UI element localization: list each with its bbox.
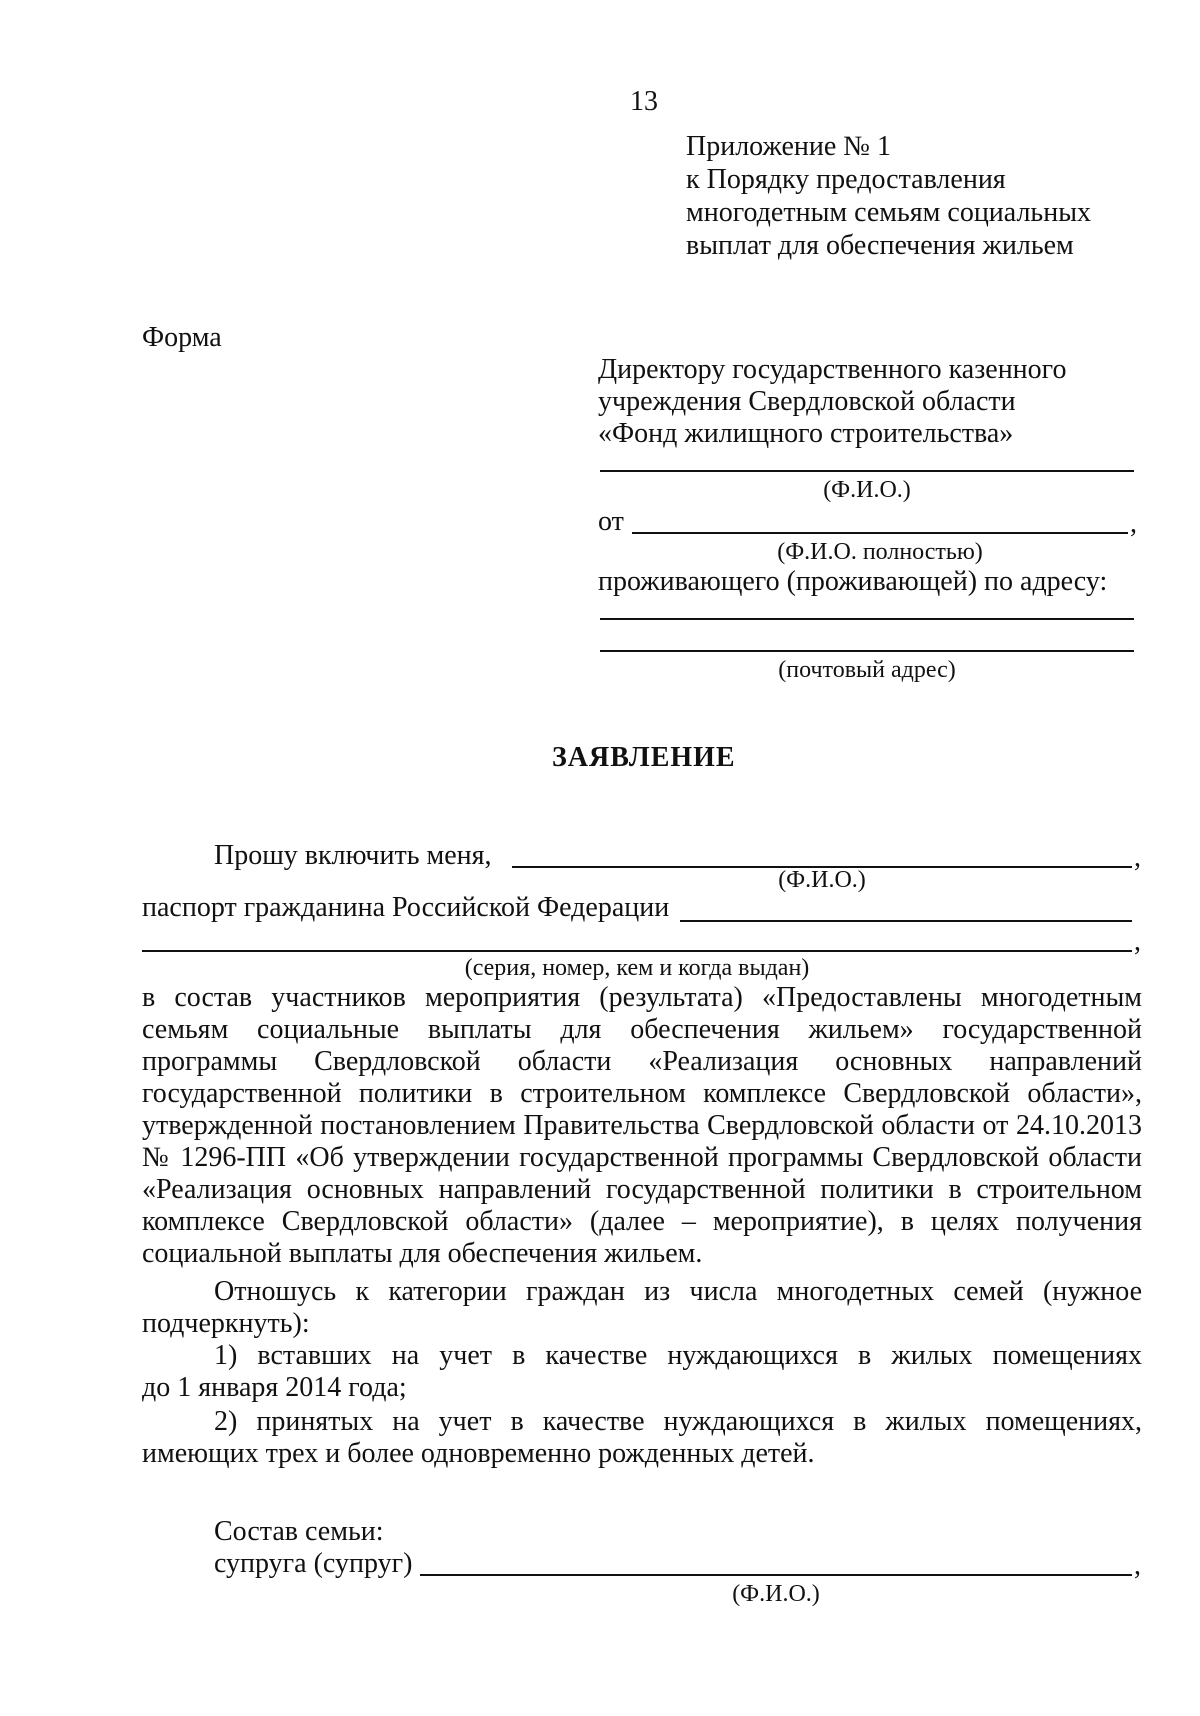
option-1-line: 1) вставших на учет в качестве нуждающихся в жилых помещениях — [214, 1340, 1142, 1371]
passport-line-2[interactable] — [142, 950, 1132, 952]
from-label: от — [598, 506, 624, 537]
applicant-fio-line[interactable] — [632, 532, 1128, 534]
include-me-label: Прошу включить меня, — [214, 840, 492, 871]
appendix-line: выплат для обеспечения жильем — [686, 230, 1074, 261]
option-2-line: имеющих трех и более одновременно рожденных детей. — [142, 1438, 815, 1469]
appendix-line: многодетным семьям социальных — [686, 197, 1092, 228]
category-line: подчеркнуть): — [142, 1308, 310, 1339]
family-heading: Состав семьи: — [214, 1516, 384, 1547]
postal-address-caption: (почтовый адрес) — [778, 657, 956, 683]
appendix-line: Приложение № 1 — [686, 131, 891, 162]
document-title: ЗАЯВЛЕНИЕ — [552, 742, 736, 773]
body-line: в состав участников мероприятия (результата) «Предоставлены многодетным — [142, 982, 1142, 1013]
addressee-line: Директору государственного казенного — [598, 354, 1067, 385]
spouse-label: супруга (супруг) — [214, 1548, 413, 1579]
body-line: семьям социальные выплаты для обеспечения жильем» государственной — [142, 1014, 1142, 1045]
address-line-2[interactable] — [600, 650, 1134, 652]
from-comma: , — [1130, 508, 1137, 539]
addressee-line: «Фонд жилищного строительства» — [598, 418, 1014, 449]
applicant-full-fio-caption: (Ф.И.О. полностью) — [777, 539, 983, 565]
spouse-fio-line[interactable] — [420, 1574, 1132, 1576]
body-line: № 1296-ПП «Об утверждении государственной программы Свердловской области — [142, 1142, 1142, 1173]
option-2-line: 2) принятых на учет в качестве нуждающихся в жилых помещениях, — [214, 1406, 1142, 1437]
passport-comma: , — [1134, 926, 1141, 957]
director-fio-caption: (Ф.И.О.) — [823, 477, 911, 503]
spouse-comma: , — [1134, 1550, 1141, 1581]
body-line: утвержденной постановлением Правительства Свердловской области от 24.10.2013 — [142, 1110, 1142, 1141]
form-label: Форма — [142, 322, 222, 353]
body-line: государственной политики в строительном комплексе Свердловской области», — [142, 1078, 1142, 1109]
include-fio-caption: (Ф.И.О.) — [778, 867, 866, 893]
residing-label: проживающего (проживающей) по адресу: — [598, 566, 1108, 597]
addressee-line: учреждения Свердловской области — [598, 386, 1016, 417]
passport-line-1[interactable] — [680, 920, 1132, 922]
body-line: «Реализация основных направлений государственной политики в строительном — [142, 1174, 1142, 1205]
body-line: социальной выплаты для обеспечения жильем. — [142, 1238, 703, 1269]
page-number: 13 — [630, 86, 658, 117]
passport-caption: (серия, номер, кем и когда выдан) — [464, 955, 810, 981]
spouse-fio-caption: (Ф.И.О.) — [732, 1581, 820, 1607]
body-line: программы Свердловской области «Реализация основных направлений — [142, 1046, 1142, 1077]
include-comma: , — [1134, 842, 1141, 873]
option-1-line: до 1 января 2014 года; — [142, 1372, 407, 1403]
appendix-line: к Порядку предоставления — [686, 164, 1006, 195]
director-fio-line[interactable] — [600, 470, 1134, 472]
passport-label: паспорт гражданина Российской Федерации — [142, 892, 670, 923]
body-line: комплексе Свердловской области» (далее – мероприятие), в целях получения — [142, 1206, 1142, 1237]
address-line-1[interactable] — [600, 618, 1134, 620]
category-line: Отношусь к категории граждан из числа многодетных семей (нужное — [214, 1276, 1142, 1307]
